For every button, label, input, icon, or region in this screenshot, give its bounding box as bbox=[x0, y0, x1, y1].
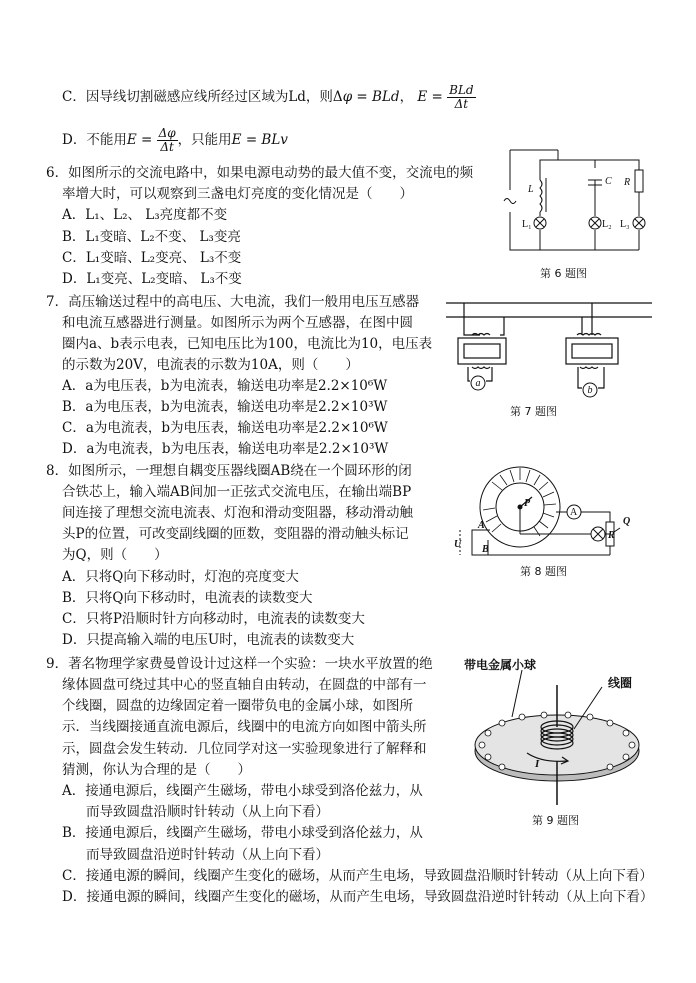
voltage-transformer-core bbox=[458, 338, 506, 364]
q8-stem-5: 为Q，则（ ） bbox=[62, 547, 168, 563]
fig8-label-p: P bbox=[524, 498, 531, 509]
q9-option-c: C．接通电源的瞬间，线圈产生变化的磁场，从而产生电场，导致圆盘沿顺时针转动（从上向下看） bbox=[62, 868, 653, 884]
q5-c-eq: = bbox=[352, 89, 373, 105]
q5-c-den: Δt bbox=[454, 97, 469, 111]
resistor-icon bbox=[635, 170, 643, 192]
q9-option-a-1: A．接通电源后，线圈产生磁场，带电小球受到洛伦兹力，从 bbox=[62, 783, 423, 799]
q5-c-num: BLd bbox=[449, 83, 474, 97]
q6-circuit-figure bbox=[500, 140, 650, 265]
q5-d-mid: ，只能用 bbox=[177, 132, 232, 148]
q5-d-fraction bbox=[157, 127, 178, 154]
q6-option-c: C．L₁变暗、L₂变亮、 L₃不变 bbox=[62, 250, 242, 266]
q9-stem-2: 缘体圆盘可绕过其中心的竖直轴自由转动，在圆盘的中部有一 bbox=[62, 677, 427, 693]
q9-option-b-2: 而导致圆盘沿逆时针转动（从上向下看） bbox=[86, 847, 329, 863]
q8-option-d: D．只提高输入端的电压U时，电流表的读数变大 bbox=[62, 632, 355, 648]
q5-c-sep: ， bbox=[399, 89, 414, 105]
q8-caption: 第 8 题图 bbox=[520, 565, 567, 578]
ac-source-icon bbox=[504, 199, 516, 204]
q5-c-phi: φ bbox=[342, 89, 353, 105]
fig7-label-b: b bbox=[587, 385, 593, 396]
fig7-label-a: a bbox=[475, 378, 481, 389]
q5-option-c: C．因导线切割磁感应线所经过区域为Ld，则Δφ = BLd， E = $\frac{\text{BLd}}{\Delta t}$ bbox=[62, 83, 474, 111]
q7-option-d: D．a为电流表，b为电压表，输送电功率是2.2×10³W bbox=[62, 441, 389, 457]
fig6-label-l3: L₃ bbox=[620, 219, 630, 230]
q5-option-d: D．不能用E = $\frac{\Delta\varphi}{\Delta t}$ ，只能用E = BLv bbox=[62, 126, 288, 154]
q9-disk-figure bbox=[462, 655, 652, 805]
q6-option-a: A．L₁、L₂、 L₃亮度都不变 bbox=[62, 207, 228, 223]
q5-d-den: Δt bbox=[160, 140, 174, 154]
fig8-label-r: R bbox=[608, 530, 615, 541]
q8-stem-4: 头P的位置，可改变副线圈的匝数，变阻器的滑动触头标记 bbox=[62, 526, 409, 542]
fig9-ball-label: 带电金属小球 bbox=[464, 658, 537, 672]
q5-c-e: E bbox=[417, 89, 428, 105]
q5-d-e2: E bbox=[231, 132, 242, 148]
fig9-label-i: I bbox=[535, 758, 540, 770]
fig8-label-b: B bbox=[482, 544, 489, 555]
q7-caption: 第 7 题图 bbox=[510, 405, 557, 418]
q9-caption: 第 9 题图 bbox=[532, 814, 579, 827]
q9-stem-4: 示．当线圈接通直流电源后，线圈中的电流方向如图中箭头所 bbox=[62, 719, 427, 735]
q6-stem-1: 6．如图所示的交流电路中，如果电源电动势的最大值不变，交流电的频 bbox=[46, 165, 474, 181]
fig8-label-q: Q bbox=[623, 516, 631, 527]
q8-option-b: B．只将Q向下移动时，电流表的读数变大 bbox=[62, 590, 313, 606]
q8-autotransformer-figure bbox=[450, 462, 650, 562]
q6-caption: 第 6 题图 bbox=[540, 267, 587, 280]
q7-stem-1: 7．高压输送过程中的高电压、大电流，我们一般用电压互感器 bbox=[46, 294, 420, 310]
q9-stem-5: 示，圆盘会发生转动．几位同学对这一实验现象进行了解释和 bbox=[62, 741, 427, 757]
q7-option-b: B．a为电压表，b为电流表，输送电功率是2.2×10³W bbox=[62, 399, 388, 415]
q9-stem-3: 个线圈，圆盘的边缘固定着一圈带负电的金属小球，如图所 bbox=[62, 698, 413, 714]
fig6-label-l: L bbox=[528, 184, 534, 195]
fig9-coil-label: 线圈 bbox=[608, 676, 633, 690]
q9-option-b-1: B．接通电源后，线圈产生磁场，带电小球受到洛伦兹力，从 bbox=[62, 825, 423, 841]
q8-stem-3: 间连接了理想交流电流表、灯泡和滑动变阻器，移动滑动触 bbox=[62, 505, 413, 521]
inductor-icon bbox=[540, 180, 542, 212]
q7-stem-3: 圈内a、b表示电表，已知电压比为100，电流比为10，电压表 bbox=[62, 336, 433, 352]
q5-c-text: C．因导线切割磁感应线所经过区域为Ld，则Δ bbox=[62, 89, 343, 105]
q9-option-a-2: 而导致圆盘沿顺时针转动（从上向下看） bbox=[86, 804, 329, 820]
q8-option-a: A．只将Q向下移动时，灯泡的亮度变大 bbox=[62, 569, 299, 585]
q8-stem-1: 8．如图所示，一理想自耦变压器线圈AB绕在一个圆环形的闭 bbox=[46, 463, 412, 479]
q5-d-blv: = BLv bbox=[241, 132, 288, 148]
q5-d-text: D．不能用 bbox=[62, 132, 127, 148]
q9-option-d: D．接通电源的瞬间，线圈产生变化的磁场，从而产生电场，导致圆盘沿逆时针转动（从上向下看） bbox=[62, 889, 654, 905]
fig6-label-c: C bbox=[605, 176, 612, 187]
fig8-ammeter-label: A bbox=[570, 507, 578, 518]
q5-d-e: E bbox=[126, 132, 137, 148]
q8-option-c: C．只将P沿顺时针方向移动时，电流表的读数变大 bbox=[62, 611, 365, 627]
q5-c-bld: BLd bbox=[372, 89, 400, 105]
q7-stem-4: 的示数为20V，电流表的示数为10A，则（ ） bbox=[62, 357, 359, 373]
q5-c-fraction bbox=[447, 84, 475, 111]
q7-stem-2: 和电流互感器进行测量。如图所示为两个互感器，在图中圆 bbox=[62, 315, 413, 331]
fig6-label-l2: L₂ bbox=[602, 219, 612, 230]
q7-option-c: C．a为电流表，b为电压表，输送电功率是2.2×10⁶W bbox=[62, 420, 388, 436]
q9-stem-6: 猜测，你认为合理的是（ ） bbox=[62, 762, 251, 778]
fig6-label-l1: L₁ bbox=[522, 219, 532, 230]
q5-d-num: Δφ bbox=[158, 126, 176, 140]
q7-transformer-figure bbox=[444, 293, 654, 403]
fig8-label-a: A bbox=[478, 520, 485, 531]
q6-stem-2: 率增大时，可以观察到三盏电灯亮度的变化情况是（ ） bbox=[62, 186, 413, 202]
q6-option-d: D．L₁变亮、L₂变暗、 L₃不变 bbox=[62, 271, 242, 287]
q7-option-a: A．a为电压表，b为电流表，输送电功率是2.2×10⁶W bbox=[62, 378, 388, 394]
fig8-label-u: U bbox=[454, 539, 462, 550]
current-transformer-core bbox=[566, 338, 618, 364]
q8-stem-2: 合铁芯上，输入端AB间加一正弦式交流电压，在输出端BP bbox=[62, 484, 412, 500]
q9-stem-1: 9．著名物理学家费曼曾设计过这样一个实验：一块水平放置的绝 bbox=[46, 656, 433, 672]
fig6-label-r: R bbox=[624, 177, 631, 188]
q6-option-b: B．L₁变暗、L₂不变、 L₃变亮 bbox=[62, 229, 241, 245]
